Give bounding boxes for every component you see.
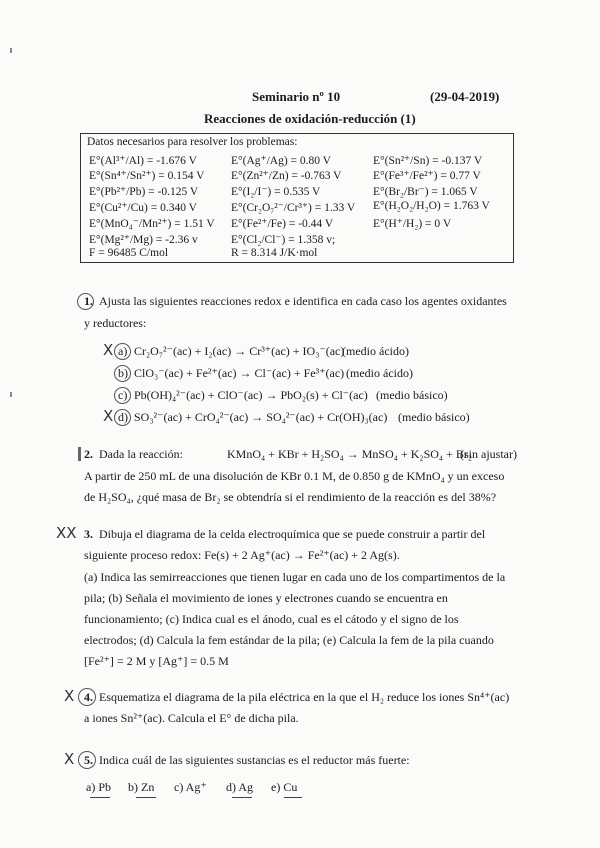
q2-note: (sin ajustar) <box>460 447 517 461</box>
q5-option: d) Ag <box>226 780 253 794</box>
q3-text: (a) Indica las semirreacciones que tienen lugar en cada uno de los compartimentos de la <box>84 570 506 584</box>
seminar-topic: Reacciones de oxidación-reducción (1) <box>204 111 416 126</box>
q1-number: 1. <box>84 294 93 308</box>
q1-item-label: a) <box>118 344 128 358</box>
q1-item-condition: (medio ácido) <box>342 344 409 358</box>
data-cell: E°(Cr₂O₇²⁻/Cr³⁺) = 1.33 V <box>231 202 356 214</box>
q3-text: pila; (b) Señala el movimiento de iones y electrones cuando se encuentra en <box>84 591 448 605</box>
data-cell: E°(Fe²⁺/Fe) = -0.44 V <box>231 218 334 230</box>
q3-text: [Fe²⁺] = 2 M y [Ag⁺] = 0.5 M <box>84 654 229 668</box>
handwritten-x-mark: X <box>103 341 114 359</box>
q1-item-label: d) <box>118 410 128 424</box>
q5-option: e) Cu <box>271 780 298 794</box>
data-cell: E°(Sn⁴⁺/Sn²⁺) = 0.154 V <box>89 170 205 182</box>
data-cell: E°(Ag⁺/Ag) = 0.80 V <box>231 155 331 167</box>
data-cell: E°(Cl₂/Cl⁻) = 1.358 v; <box>231 234 336 246</box>
q2-number: 2. <box>84 447 93 461</box>
handwritten-x-mark: XX <box>56 524 77 542</box>
q4-text: Esquematiza el diagrama de la pila eléctrica en la que el H₂ reduce los iones Sn⁴⁺(ac) <box>99 690 510 704</box>
data-cell: E°(H⁺/H₂) = 0 V <box>373 218 452 230</box>
handwritten-underline <box>232 797 252 798</box>
data-cell: E°(Fe³⁺/Fe²⁺) = 0.77 V <box>373 170 481 182</box>
q1-item-equation: Cr₂O₇²⁻(ac) + I₂(ac) → Cr³⁺(ac) + IO₃⁻(ac) <box>134 344 345 358</box>
data-cell: E°(Al³⁺/Al) = -1.676 V <box>89 155 197 167</box>
seminar-date: (29-04-2019) <box>430 89 500 104</box>
q2-equation: KMnO₄ + KBr + H₂SO₄ → MnSO₄ + K₂SO₄ + Br₂ <box>227 447 473 461</box>
q5-number: 5. <box>84 753 93 767</box>
seminar-title: Seminario nº 10 <box>252 89 341 104</box>
q1-item-label: c) <box>118 388 128 402</box>
q3-number: 3. <box>84 527 93 541</box>
q5-option: a) Pb <box>86 780 111 794</box>
q3-text: electrodos; (d) Calcula la fem estándar de la pila; (e) Calcula la fem de la pila cuando <box>84 633 494 647</box>
q1-text: Ajusta las siguientes reacciones redox e identifica en cada caso los agentes oxidantes <box>99 294 507 308</box>
q5-option: b) Zn <box>128 780 155 794</box>
scan-mark <box>10 392 12 397</box>
q1-text: y reductores: <box>84 316 147 330</box>
data-cell: F = 96485 C/mol <box>89 247 169 259</box>
q1-item-equation: SO₃²⁻(ac) + CrO₄²⁻(ac) → SO₄²⁻(ac) + Cr(OH)₃(ac) <box>134 410 388 424</box>
q2-text: de H₂SO₄, ¿qué masa de Br₂ se obtendría si el rendimiento de la reacción es del 38%? <box>84 490 497 504</box>
data-cell: E°(Br₂/Br⁻) = 1.065 V <box>373 186 478 198</box>
handwritten-x-mark: X <box>64 687 75 705</box>
data-cell: E°(MnO₄⁻/Mn²⁺) = 1.51 V <box>89 218 215 230</box>
data-cell: E°(Pb²⁺/Pb) = -0.125 V <box>89 186 199 198</box>
q1-item-equation: Pb(OH)₄²⁻(ac) + ClO⁻(ac) → PbO₂(s) + Cl⁻(ac) <box>134 388 368 402</box>
q4-number: 4. <box>84 690 93 704</box>
q5-option: c) Ag⁺ <box>174 780 207 794</box>
data-cell: R = 8.314 J/K·mol <box>231 247 318 259</box>
data-box-title: Datos necesarios para resolver los problemas: <box>87 136 298 148</box>
q1-item-label: b) <box>118 366 128 380</box>
handwritten-underline <box>136 797 156 798</box>
data-cell: E°(Mg²⁺/Mg) = -2.36 v <box>89 234 198 246</box>
data-cell: E°(Sn²⁺/Sn) = -0.137 V <box>373 155 483 167</box>
data-cell: E°(I₂/I⁻) = 0.535 V <box>231 186 321 198</box>
data-cell: E°(Zn²⁺/Zn) = -0.763 V <box>231 170 342 182</box>
data-cell: E°(H₂O₂/H₂O) = 1.763 V <box>373 200 490 212</box>
q1-item-condition: (medio ácido) <box>346 366 413 380</box>
q2-text: A partir de 250 mL de una disolución de KBr 0.1 M, de 0.850 g de KMnO₄ y un exceso <box>84 469 505 483</box>
data-cell: E°(Cu²⁺/Cu) = 0.340 V <box>89 202 197 214</box>
q3-text: Dibuja el diagrama de la celda electroquímica que se puede construir a partir del <box>99 527 486 541</box>
data-box <box>80 133 514 263</box>
handwritten-underline <box>90 797 110 798</box>
scan-mark <box>10 48 12 53</box>
q3-text: funcionamiento; (c) Indica cual es el ánodo, cual es el cátodo y el signo de los <box>84 612 459 626</box>
q4-text: a iones Sn²⁺(ac). Calcula el E° de dicha pila. <box>84 711 299 725</box>
handwritten-x-mark: X <box>64 750 75 768</box>
handwritten-underline <box>284 797 302 798</box>
handwritten-mark <box>78 447 81 461</box>
q3-text: siguiente proceso redox: Fe(s) + 2 Ag⁺(ac) → Fe²⁺(ac) + 2 Ag(s). <box>84 548 400 562</box>
q1-item-equation: ClO₃⁻(ac) + Fe²⁺(ac) → Cl⁻(ac) + Fe³⁺(ac) <box>134 366 345 380</box>
handwritten-x-mark: X <box>103 407 114 425</box>
q1-item-condition: (medio básico) <box>398 410 470 424</box>
q2-lead: Dada la reacción: <box>99 447 183 461</box>
q1-item-condition: (medio básico) <box>376 388 448 402</box>
q5-text: Indica cuál de las siguientes sustancias es el reductor más fuerte: <box>99 753 410 767</box>
